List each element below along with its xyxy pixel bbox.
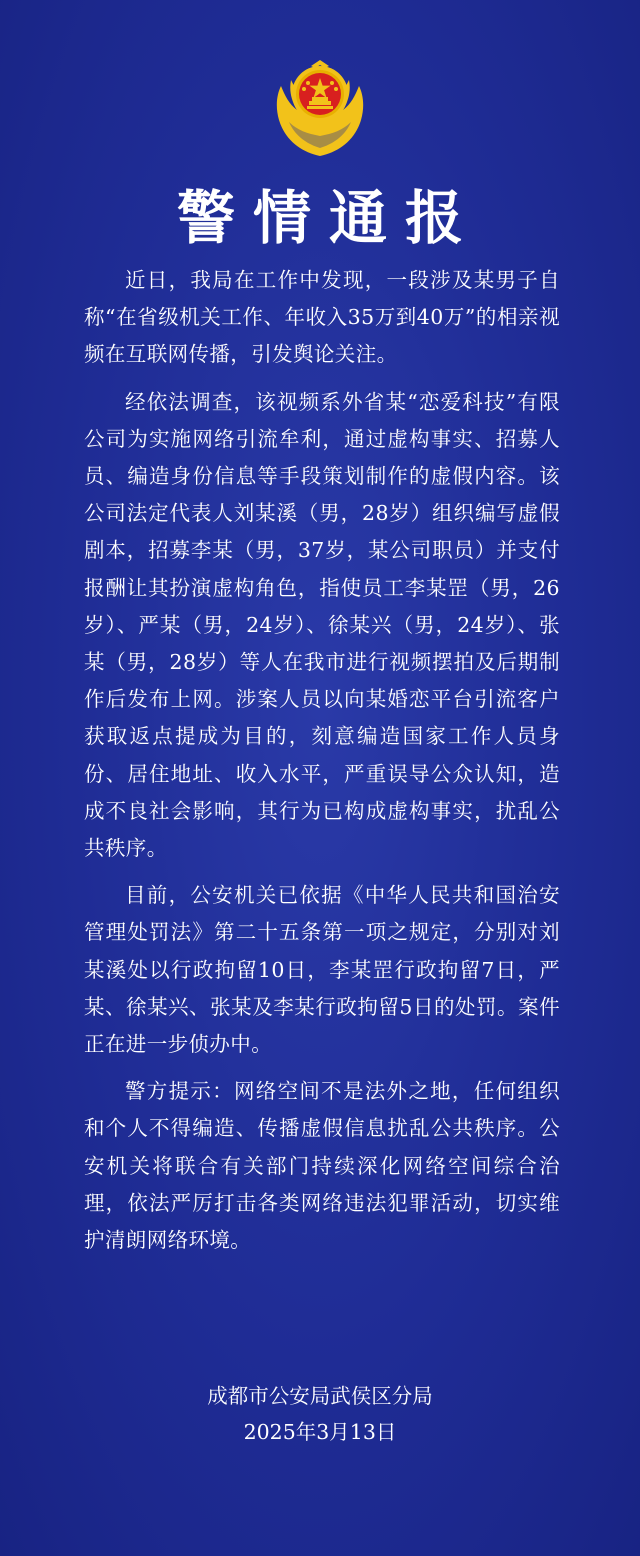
paragraph-penalty: 目前，公安机关已依据《中华人民共和国治安管理处罚法》第二十五条第一项之规定，分别对刘某溪处以行政拘留10日，李某罡行政拘留7日，严某、徐某兴、张某及李某行政拘留5日的处罚。案件正在进一步侦办中。 [84, 883, 560, 1057]
paragraph-warning: 警方提示：网络空间不是法外之地，任何组织和个人不得编造、传播虚假信息扰乱公共秩序。公安机关将联合有关部门持续深化网络空间综合治理，依法严厉打击各类网络违法犯罪活动，切实维护清朗网络环境。 [84, 1079, 560, 1253]
police-emblem-icon [271, 56, 369, 160]
paragraph-investigation: 经依法调查，该视频系外省某“恋爱科技”有限公司为实施网络引流牟利，通过虚构事实、招募人员、编造身份信息等手段策划制作的虚假内容。该公司法定代表人刘某溪（男，28岁）组织编写虚假剧本，招募李某（男，37岁，某公司职员）并支付报酬让其扮演虚构角色，指使员工李某罡（男，26岁）、严某（男，24岁）、徐某兴（男，24岁）、张某（男，28岁）等人在我市进行视频摆拍及后期制作后发布上网。涉案人员以向某婚恋平台引流客户获取返点提成为目的，刻意编造国家工作人员身份、居住地址、收入水平，严重误导公众认知，造成不良社会影响，其行为已构成虚构事实，扰乱公共秩序。 [84, 389, 560, 861]
signature-organization: 成都市公安局武侯区分局 [207, 1384, 433, 1408]
signature-date: 2025年3月13日 [243, 1420, 397, 1444]
notice-body [84, 262, 560, 1269]
notice-title: 警情通报 [176, 184, 481, 252]
paragraph-intro: 近日，我局在工作中发现，一段涉及某男子自称“在省级机关工作、年收入35万到40万”的相亲视频在互联网传播，引发舆论关注。 [84, 268, 560, 367]
